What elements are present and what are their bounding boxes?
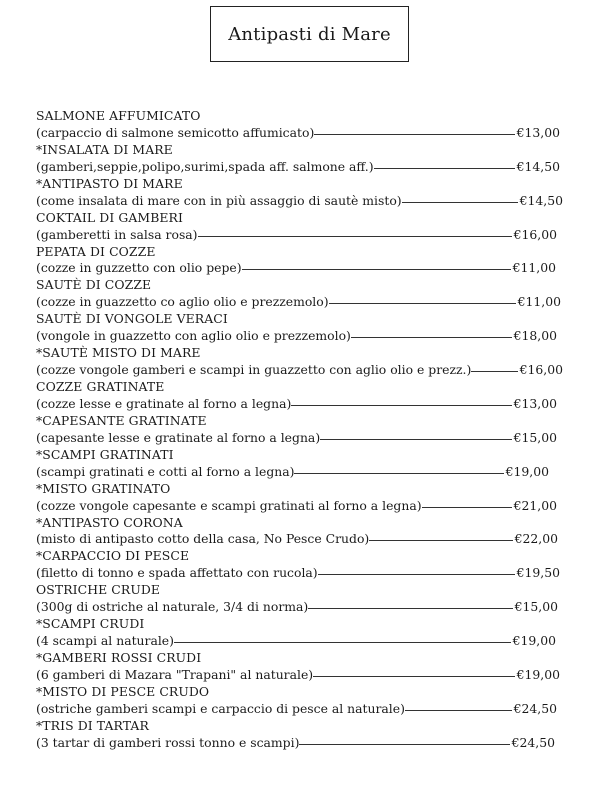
price-leader-line [299, 744, 509, 745]
dish-price: €16,00 [519, 362, 563, 378]
dish-price: €19,50 [516, 565, 560, 581]
dish-detail-line [36, 260, 556, 277]
dish-price: €19,00 [516, 666, 560, 682]
dish-description: (misto di antipasto cotto della casa, No Pesce Crudo) [36, 531, 370, 547]
menu-item [36, 582, 576, 616]
dish-name: *CAPESANTE GRATINATE [36, 412, 207, 428]
menu-item [36, 142, 576, 176]
dish-price: €14,50 [516, 158, 560, 174]
dish-detail-line [36, 735, 555, 752]
dish-price: €22,00 [514, 531, 558, 547]
dish-detail-line [36, 464, 549, 481]
price-leader-line [320, 439, 511, 440]
dish-description: (cozze in guazzetto co aglio olio e prezzemolo) [36, 294, 329, 310]
dish-price: €11,00 [517, 294, 561, 310]
dish-description: (4 scampi al naturale) [36, 633, 174, 649]
dish-name: *INSALATA DI MARE [36, 141, 173, 157]
dish-detail-line [36, 701, 557, 718]
price-leader-line [198, 236, 512, 237]
dish-description: (300g di ostriche al naturale, 3/4 di norma) [36, 599, 309, 615]
dish-detail-line [36, 633, 556, 650]
price-leader-line [318, 574, 515, 575]
menu-item [36, 718, 576, 752]
price-leader-line [308, 608, 512, 609]
dish-price: €14,50 [519, 192, 563, 208]
dish-name: SALMONE AFFUMICATO [36, 108, 201, 123]
menu-item [36, 650, 576, 684]
dish-detail-line [36, 430, 557, 447]
dish-description: (carpaccio di salmone semicotto affumicato) [36, 124, 315, 140]
dish-name: SAUTÈ DI COZZE [36, 277, 152, 293]
dish-name: SAUTÈ DI VONGOLE VERACI [36, 311, 228, 327]
dish-description: (cozze lesse e gratinate al forno a legna) [36, 395, 292, 411]
dish-detail-line [36, 667, 560, 684]
menu-item [36, 379, 576, 413]
dish-description: (cozze vongole gamberi e scampi in guazzetto con aglio olio e prezz.) [36, 362, 472, 378]
dish-description: (3 tartar di gamberi rossi tonno e scampi) [36, 734, 300, 750]
dish-description: (cozze in guzzetto con olio pepe) [36, 260, 242, 276]
dish-description: (scampi gratinati e cotti al forno a legna) [36, 463, 295, 479]
dish-detail-line [36, 193, 563, 210]
menu-item [36, 277, 576, 311]
dish-name: OSTRICHE CRUDE [36, 582, 161, 598]
menu-item [36, 176, 576, 210]
price-leader-line [242, 269, 511, 270]
page-title: Antipasti di Mare [228, 23, 391, 45]
menu-item [36, 447, 576, 481]
dish-description: (gamberi,seppie,polipo,surimi,spada aff. salmone aff.) [36, 158, 374, 174]
menu-item [36, 244, 576, 278]
price-leader-line [405, 710, 512, 711]
dish-price: €15,00 [514, 599, 558, 615]
dish-price: €24,50 [513, 700, 557, 716]
price-leader-line [291, 405, 511, 406]
dish-name: *ANTIPASTO DI MARE [36, 175, 183, 191]
dish-price: €18,00 [513, 328, 557, 344]
dish-name: *SCAMPI CRUDI [36, 616, 145, 632]
dish-name: *SCAMPI GRATINATI [36, 446, 174, 462]
dish-name: *MISTO DI PESCE CRUDO [36, 683, 210, 699]
dish-price: €24,50 [511, 734, 555, 750]
dish-price: €19,00 [512, 633, 556, 649]
price-leader-line [374, 168, 515, 169]
dish-price: €15,00 [513, 429, 557, 445]
menu-item [36, 684, 576, 718]
menu-item [36, 108, 576, 142]
title-box [210, 6, 409, 62]
price-leader-line [351, 337, 512, 338]
price-leader-line [369, 540, 512, 541]
dish-description: (6 gamberi di Mazara "Trapani" al naturale) [36, 666, 314, 682]
price-leader-line [471, 371, 517, 372]
dish-price: €19,00 [505, 463, 549, 479]
dish-description: (cozze vongole capesante e scampi gratinati al forno a legna) [36, 497, 422, 513]
dish-name: COKTAIL DI GAMBERI [36, 209, 183, 225]
menu-item [36, 616, 576, 650]
dish-name: *CARPACCIO DI PESCE [36, 548, 190, 564]
dish-name: *ANTIPASTO CORONA [36, 514, 183, 530]
menu-item [36, 210, 576, 244]
dish-description: (capesante lesse e gratinate al forno a legna) [36, 429, 321, 445]
price-leader-line [329, 303, 516, 304]
price-leader-line [422, 507, 512, 508]
menu-item [36, 345, 576, 379]
dish-detail-line [36, 328, 557, 345]
menu-item [36, 515, 576, 549]
dish-name: *MISTO GRATINATO [36, 480, 171, 496]
menu-item [36, 548, 576, 582]
dish-price: €13,00 [513, 395, 557, 411]
menu-item [36, 311, 576, 345]
dish-detail-line [36, 227, 557, 244]
dish-price: €21,00 [513, 497, 557, 513]
dish-price: €16,00 [513, 226, 557, 242]
dish-detail-line [36, 498, 557, 515]
dish-detail-line [36, 294, 561, 311]
dish-name: *GAMBERI ROSSI CRUDI [36, 650, 202, 665]
dish-detail-line [36, 125, 560, 142]
dish-price: €11,00 [512, 260, 556, 276]
dish-description: (ostriche gamberi scampi e carpaccio di pesce al naturale) [36, 700, 405, 716]
dish-price: €13,00 [516, 124, 560, 140]
dish-description: (filetto di tonno e spada affettato con rucola) [36, 565, 318, 581]
dish-description: (come insalata di mare con in più assaggio di sautè misto) [36, 192, 402, 208]
dish-name: *TRIS DI TARTAR [36, 717, 149, 733]
price-leader-line [313, 676, 515, 677]
dish-detail-line [36, 531, 558, 548]
dish-detail-line [36, 599, 558, 616]
price-leader-line [402, 202, 518, 203]
menu-list [36, 108, 576, 752]
price-leader-line [174, 642, 511, 643]
dish-detail-line [36, 396, 557, 413]
price-leader-line [294, 473, 503, 474]
dish-description: (vongole in guazzetto con aglio olio e prezzemolo) [36, 328, 351, 344]
dish-detail-line [36, 159, 560, 176]
menu-item [36, 481, 576, 515]
dish-name: *SAUTÈ MISTO DI MARE [36, 345, 201, 361]
dish-detail-line [36, 565, 560, 582]
price-leader-line [314, 134, 514, 135]
dish-name: COZZE GRATINATE [36, 379, 165, 394]
dish-detail-line [36, 362, 563, 379]
dish-description: (gamberetti in salsa rosa) [36, 226, 198, 242]
menu-item [36, 413, 576, 447]
dish-name: PEPATA DI COZZE [36, 243, 156, 259]
